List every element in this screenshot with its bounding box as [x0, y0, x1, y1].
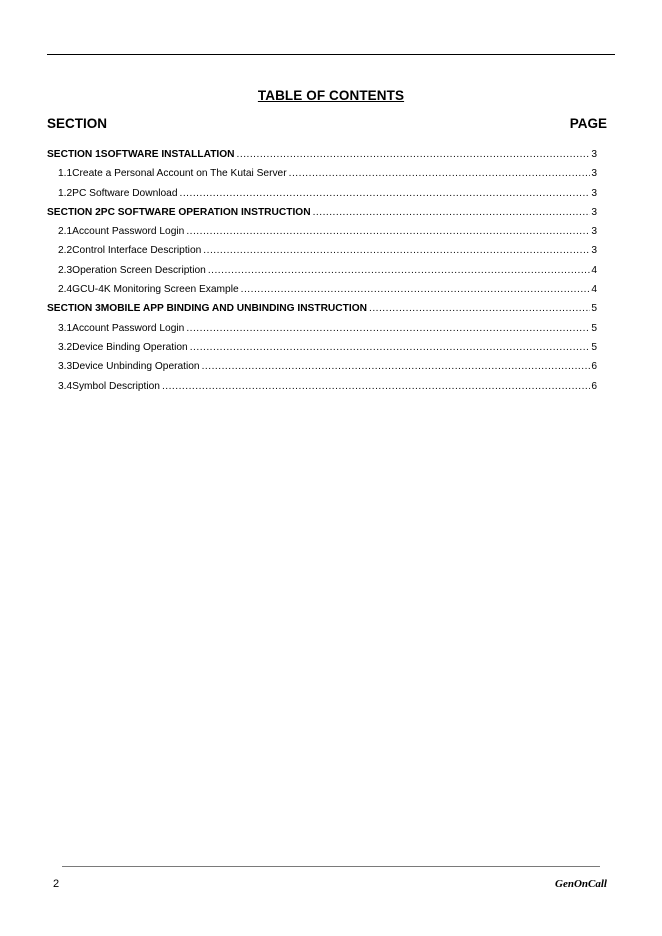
dot-leader [208, 265, 591, 276]
toc-entry-label: GCU-4K Monitoring Screen Example [72, 284, 239, 296]
toc-entry-label: MOBILE APP BINDING AND UNBINDING INSTRUCTION [100, 303, 367, 315]
toc-entry-label: PC SOFTWARE OPERATION INSTRUCTION [100, 206, 311, 218]
toc-entry-number: 2.2 [58, 245, 73, 257]
toc-entry-page: 5 [591, 322, 597, 334]
toc-title: TABLE OF CONTENTS [257, 88, 405, 103]
toc-entry-number: SECTION 1 [47, 149, 101, 160]
toc-entry-3-1[interactable] [47, 323, 597, 342]
dot-leader [289, 168, 591, 179]
toc-entry-page: 3 [591, 168, 597, 180]
dot-leader [162, 381, 590, 392]
toc-entry-label: Create a Personal Account on The Kutai Server [72, 168, 287, 180]
toc-entry-label: Account Password Login [72, 226, 185, 238]
page-column-header: PAGE [569, 116, 607, 131]
toc-entry-page: 6 [591, 361, 597, 373]
toc-list [47, 149, 597, 400]
toc-entry-2-2[interactable] [47, 245, 597, 264]
toc-entry-number: 3.2 [58, 341, 73, 353]
toc-entry-2-1[interactable] [47, 226, 597, 245]
dot-leader [190, 342, 591, 353]
toc-entry-label: Operation Screen Description [72, 264, 206, 276]
dot-leader [237, 149, 591, 160]
toc-entry-number: 2.1 [58, 226, 73, 238]
dot-leader [313, 207, 591, 218]
toc-entry-3-2[interactable] [47, 342, 597, 361]
toc-entry-page: 3 [591, 149, 597, 160]
toc-entry-3-3[interactable] [47, 361, 597, 380]
toc-entry-page: 3 [591, 206, 597, 218]
toc-entry-3-4[interactable] [47, 381, 597, 400]
toc-entry-page: 3 [591, 187, 597, 199]
toc-entry-number: SECTION 2 [47, 206, 101, 218]
brand-name: GenOnCall [555, 878, 607, 890]
dot-leader [202, 361, 591, 372]
toc-entry-page: 3 [591, 245, 597, 257]
toc-entry-label: Device Unbinding Operation [72, 361, 200, 373]
toc-entry-number: 3.3 [58, 361, 73, 373]
toc-entry-number: 3.4 [58, 380, 73, 392]
toc-entry-number: 2.4 [58, 284, 73, 296]
toc-entry-number: SECTION 3 [47, 303, 101, 315]
header-rule [47, 54, 615, 55]
dot-leader [203, 245, 590, 256]
toc-entry-label: Symbol Description [72, 380, 160, 392]
toc-entry-2-4[interactable] [47, 284, 597, 303]
toc-entry-label: SOFTWARE INSTALLATION [100, 149, 235, 160]
toc-entry-number: 1.1 [58, 168, 73, 180]
toc-entry-section-1[interactable] [47, 149, 597, 168]
dot-leader [180, 188, 591, 199]
toc-entry-page: 5 [591, 341, 597, 353]
dot-leader [186, 323, 590, 334]
toc-entry-label: Account Password Login [72, 322, 185, 334]
toc-entry-page: 3 [591, 226, 597, 238]
dot-leader [369, 303, 590, 314]
toc-entry-label: PC Software Download [72, 187, 178, 199]
toc-entry-number: 1.2 [58, 187, 73, 199]
toc-entry-page: 5 [591, 303, 597, 315]
toc-entry-number: 3.1 [58, 322, 73, 334]
page-number: 2 [53, 878, 60, 890]
footer-rule [62, 866, 600, 867]
toc-entry-label: Control Interface Description [72, 245, 202, 257]
dot-leader [241, 284, 591, 295]
toc-entry-1-1[interactable] [47, 168, 597, 187]
toc-entry-1-2[interactable] [47, 188, 597, 207]
toc-entry-number: 2.3 [58, 264, 73, 276]
toc-entry-section-2[interactable] [47, 207, 597, 226]
toc-entry-page: 4 [591, 264, 597, 276]
section-column-header: SECTION [47, 116, 108, 131]
toc-entry-2-3[interactable] [47, 265, 597, 284]
toc-entry-section-3[interactable] [47, 303, 597, 322]
toc-entry-label: Device Binding Operation [72, 341, 188, 353]
toc-entry-page: 6 [591, 380, 597, 392]
dot-leader [186, 226, 590, 237]
toc-entry-page: 4 [591, 284, 597, 296]
